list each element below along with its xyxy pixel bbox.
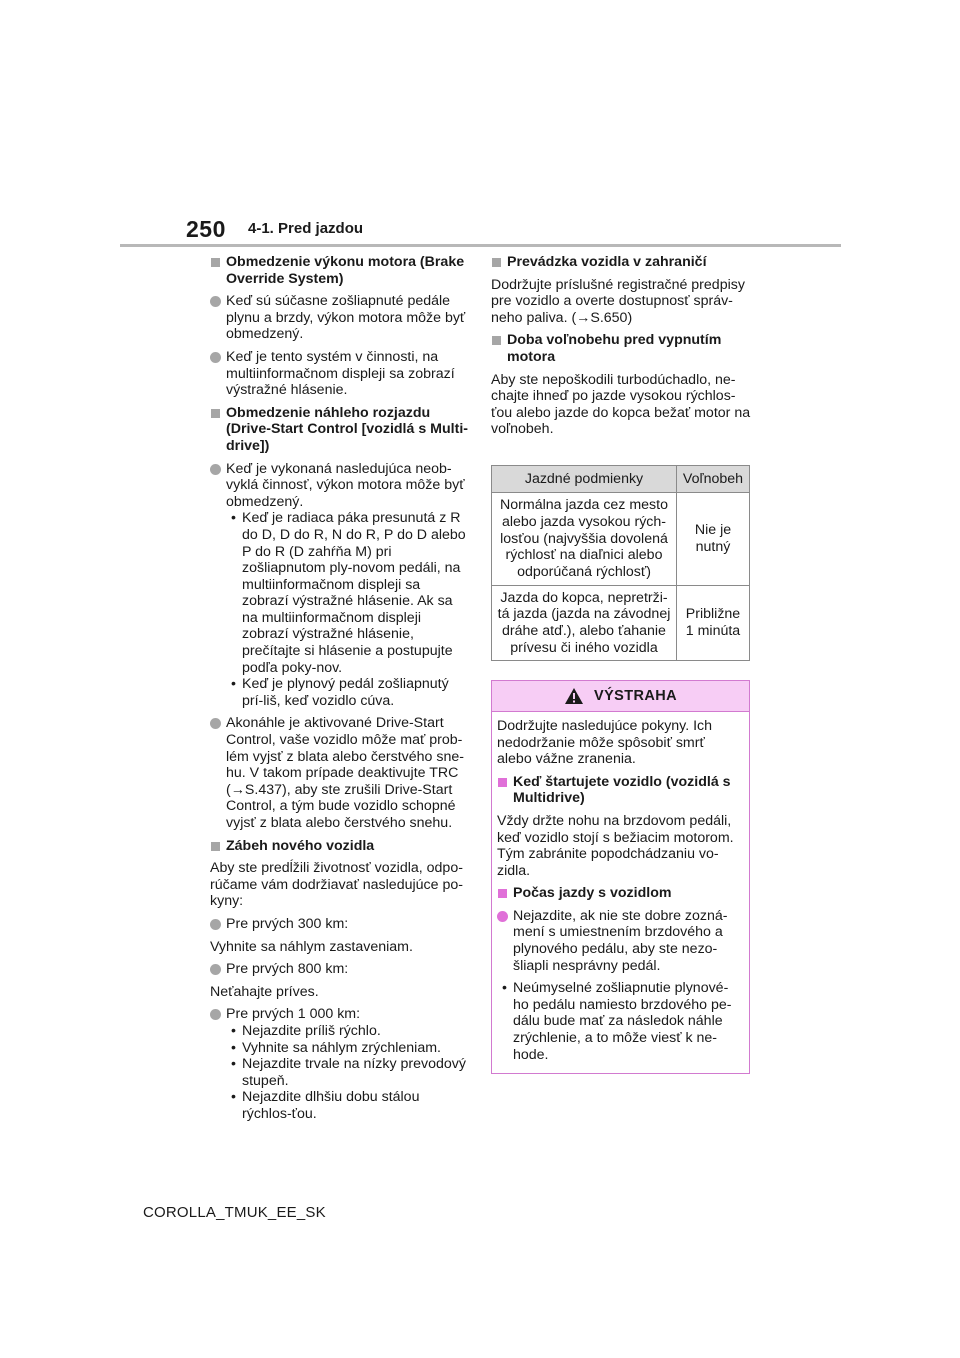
table-cell: Nie je nutný	[677, 492, 750, 585]
sub-bullet-icon: •	[231, 1089, 236, 1106]
paragraph: Vyhnite sa náhlym zastaveniam.	[210, 938, 413, 955]
bullet-item: Nejazdite, ak nie ste dobre zozná-mení s umiestnením brzdového a plynového pedálu, aby ste nezo-šliapli nesprávny pedál.	[497, 908, 743, 974]
paragraph: Aby ste predĺžili životnosť vozidla, odpo-rúčame vám dodržiavať nasledujúce po-kyny:	[210, 860, 463, 910]
bullet-dot-icon	[210, 352, 221, 363]
table-header: Voľnobeh	[677, 465, 750, 492]
sub-item: • Nejazdite príliš rýchlo.	[231, 1022, 381, 1039]
idling-table	[491, 465, 750, 661]
sub-item: • Vyhnite sa náhlym zrýchleniam.	[231, 1039, 441, 1056]
sub-bullet-icon: •	[231, 1056, 236, 1073]
paragraph: Neťahajte príves.	[210, 983, 319, 1000]
warning-box	[491, 680, 750, 1074]
sub-bullet-icon: •	[231, 676, 236, 693]
sub-bullet-icon: •	[231, 1039, 236, 1056]
square-marker-icon	[211, 258, 220, 267]
bullet-dot-icon	[210, 964, 221, 975]
bullet-dot-icon	[210, 1009, 221, 1020]
paragraph: Aby ste nepoškodili turbodúchadlo, ne-chajte ihneď po jazde vysokou rýchlos-ťou alebo jazde do kopca bežať motor na voľnobeh.	[491, 371, 751, 438]
footer-code: COROLLA_TMUK_EE_SK	[143, 1204, 326, 1221]
heading-break-in: Zábeh nového vozidla	[210, 838, 468, 855]
heading-driving: Počas jazdy s vozidlom	[497, 885, 743, 902]
heading-idling: Doba voľnobehu pred vypnutím motora	[491, 332, 751, 365]
bullet-dot-icon	[210, 464, 221, 475]
bullet-item: Pre prvých 300 km:	[210, 916, 468, 933]
sub-bullet-icon: •	[502, 980, 507, 997]
bullet-dot-icon	[210, 919, 221, 930]
square-marker-icon	[211, 409, 220, 418]
square-marker-icon	[492, 336, 501, 345]
sub-bullet-icon: •	[231, 1022, 236, 1039]
bullet-item: Pre prvých 1 000 km: • Nejazdite príliš rýchlo. • Vyhnite sa náhlym zrýchleniam. • Nejazdite trvale na nízky prevodový stupeň. • Nejazdite dlhšiu dobu stálou rýchlos-ťou.	[210, 1006, 468, 1122]
sub-item: • Keď je radiaca páka presunutá z R do D, D do R, N do R, P do D alebo P do R (D zahŕňa M) pri zošliapnutom ply-novom pedáli, na multiinformačnom displeji sa zobrazí výstražné hlásenie. Ak sa na multiinformačnom displeji zobrazí výstražné hlásenie, prečítajte si hlásenie a postupujte podľa poky-nov.	[231, 510, 466, 676]
heading-starting: Keď štartujete vozidlo (vozidlá s Multidrive)	[497, 774, 743, 807]
header-divider	[120, 244, 841, 247]
table-cell: Jazda do kopca, nepretrži-tá jazda (jazda na závodnej dráhe atď.), alebo ťahanie prívesu či iného vozidla	[492, 585, 677, 660]
sub-item: • Keď je plynový pedál zošliapnutý prí-liš, keď vozidlo cúva.	[231, 676, 449, 709]
table-cell: Normálna jazda cez mesto alebo jazda vysokou rých-losťou (najvyššia dovolená rýchlosť na diaľnici alebo odporúčaná rýchlosť)	[492, 492, 677, 585]
square-marker-icon	[492, 258, 501, 267]
table-header-row	[492, 465, 750, 492]
paragraph: Dodržujte príslušné registračné predpisy pre vozidlo a overte dostupnosť správ-neho paliva. (→S.650)	[491, 276, 745, 326]
square-marker-icon	[498, 889, 507, 898]
warning-title: VÝSTRAHA	[594, 687, 677, 704]
square-marker-icon	[211, 842, 220, 851]
page-number: 250	[186, 216, 226, 242]
sub-item: • Nejazdite dlhšiu dobu stálou rýchlos-ťou.	[231, 1089, 420, 1122]
warning-body	[492, 712, 749, 1073]
bullet-item: Keď je tento systém v činnosti, na multiinformačnom displeji sa zobrazí výstražné hlásenie.	[210, 349, 468, 399]
table-row	[492, 585, 750, 660]
paragraph: Vždy držte nohu na brzdovom pedáli, keď vozidlo stojí s bežiacim motorom. Tým zabránite popodchádzaniu vo-zidla.	[497, 812, 734, 879]
heading-drive-start-control: Obmedzenie náhleho rozjazdu (Drive-Start Control [vozidlá s Multi-drive])	[210, 405, 468, 455]
sub-item: • Neúmyselné zošliapnutie plynové-ho pedálu namiesto brzdového pe-dálu bude mať za následok náhle zrýchlenie, a to môže viesť k ne-hode.	[502, 980, 732, 1063]
sub-bullet-icon: •	[231, 510, 236, 527]
table-row	[492, 492, 750, 585]
warning-header	[492, 681, 749, 712]
heading-brake-override: Obmedzenie výkonu motora (Brake Override System)	[210, 254, 468, 287]
sub-item: • Nejazdite trvale na nízky prevodový stupeň.	[231, 1056, 466, 1089]
heading-abroad: Prevádzka vozidla v zahraničí	[491, 254, 751, 271]
square-marker-icon	[498, 778, 507, 787]
bullet-dot-icon	[497, 911, 508, 922]
section-title: 4-1. Pred jazdou	[248, 220, 364, 237]
left-column	[210, 254, 468, 1129]
bullet-dot-icon	[210, 718, 221, 729]
table-cell: Približne 1 minúta	[677, 585, 750, 660]
bullet-item: Keď sú súčasne zošliapnuté pedále plynu a brzdy, výkon motora môže byť obmedzený.	[210, 293, 468, 343]
bullet-item: Akonáhle je aktivované Drive-Start Control, vaše vozidlo môže mať prob-lém vyjsť z blata alebo čerstvého sne-hu. V takom prípade deaktivujte TRC (→S.437), aby ste zrušili Drive-Start Control, a tým bude vozidlo schopné vyjsť z blata alebo čerstvého snehu.	[210, 715, 468, 831]
bullet-item: Keď je vykonaná nasledujúca neob-vyklá činnosť, výkon motora môže byť obmedzený. • Keď je radiaca páka presunutá z R do D, D do R, N do R, P do D alebo P do R (D zahŕňa M) pri zošliapnutom ply-novom pedáli, na multiinformačnom displeji sa zobrazí výstražné hlásenie. Ak sa na multiinformačnom displeji zobrazí výstražné hlásenie, prečítajte si hlásenie a postupujte podľa poky-nov. • Keď je plynový pedál zošliapnutý prí-liš, keď vozidlo cúva.	[210, 461, 468, 710]
warning-intro: Dodržujte nasledujúce pokyny. Ich nedodržanie môže spôsobiť smrť alebo vážne zranenia.	[497, 717, 713, 768]
bullet-item: Pre prvých 800 km:	[210, 961, 468, 978]
warning-triangle-icon	[564, 687, 584, 705]
bullet-dot-icon	[210, 296, 221, 307]
right-column	[491, 254, 751, 1074]
table-header: Jazdné podmienky	[492, 465, 677, 492]
